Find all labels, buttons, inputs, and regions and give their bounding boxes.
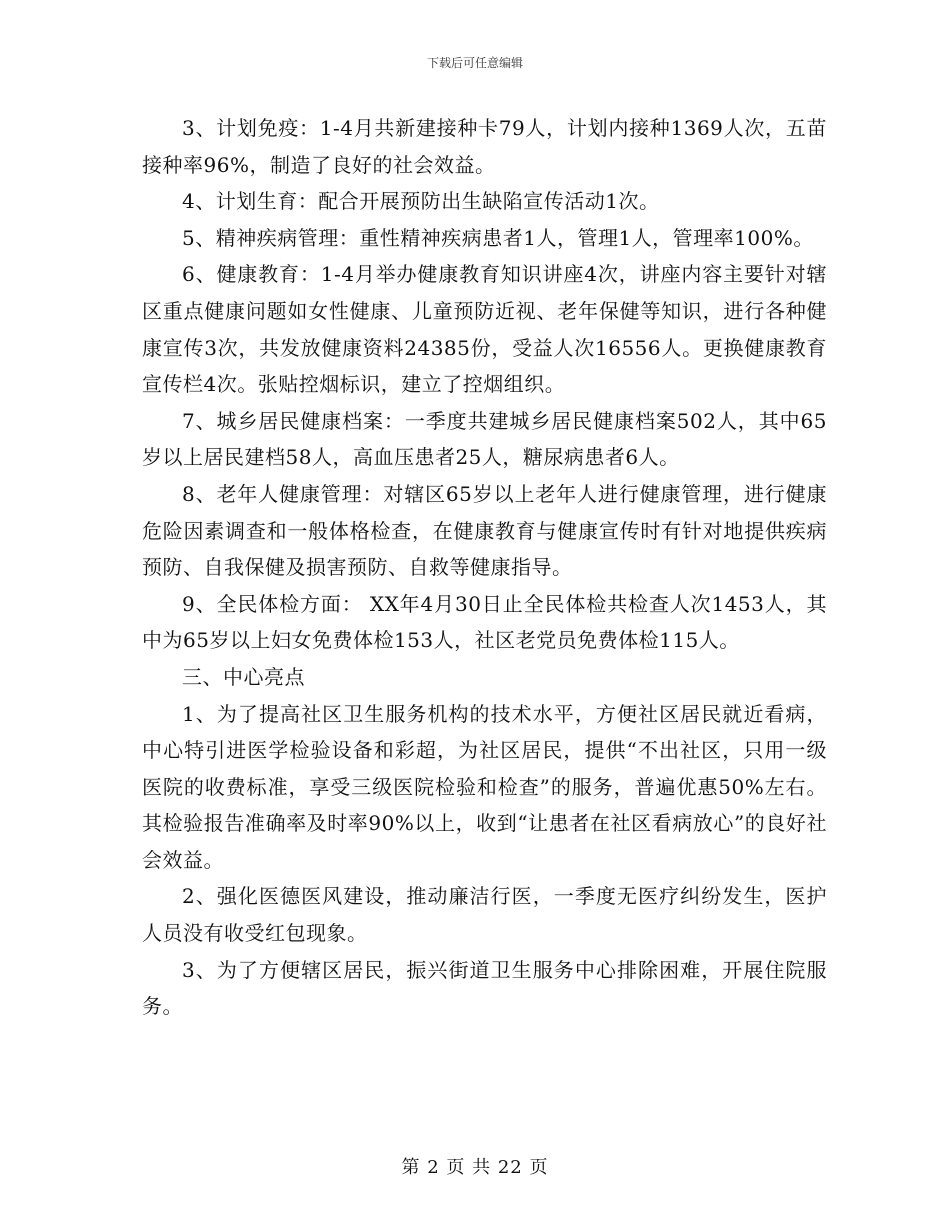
paragraph-highlight-2: 2、强化医德医风建设，推动廉洁行医，一季度无医疗纠纷发生，医护人员没有收受红包现象。 [142, 884, 827, 946]
paragraph-family-planning: 4、计划生育：配合开展预防出生缺陷宣传活动1次。 [182, 189, 660, 214]
paragraph-health-records: 7、城乡居民健康档案：一季度共建城乡居民健康档案502人，其中65岁以上居民建档58人，高血压患者25人，糖尿病患者6人。 [142, 408, 827, 470]
paragraph-health-education: 6、健康教育：1-4月举办健康教育知识讲座4次，讲座内容主要针对辖区重点健康问题如女性健康、儿童预防近视、老年保健等知识，进行各种健康宣传3次，共发放健康资料24385份，受益人次16556人。更换健康教育宣传栏4次。张贴控烟标识，建立了控烟组织。 [142, 262, 827, 397]
paragraph-highlight-1: 1、为了提高社区卫生服务机构的技术水平，方便社区居民就近看病，中心特引进医学检验设备和彩超，为社区居民，提供“不出社区，只用一级医院的收费标准，享受三级医院检验和检查”的服务，普遍优惠50%左右。其检验报告准确率及时率90%以上，收到“让患者在社区看病放心”的良好社会效益。 [142, 701, 827, 872]
paragraph-mental-health: 5、精神疾病管理：重性精神疾病患者1人，管理1人，管理率100%。 [182, 225, 814, 250]
paragraph-elderly-care: 8、老年人健康管理：对辖区65岁以上老年人进行健康管理，进行健康危险因素调查和一般体格检查，在健康教育与健康宣传时有针对地提供疾病预防、自我保健及损害预防、自救等健康指导。 [142, 481, 827, 580]
paragraph-highlight-3: 3、为了方便辖区居民，振兴街道卫生服务中心排除困难，开展住院服务。 [142, 957, 827, 1019]
page-footer: 第 2 页 共 22 页 [401, 1157, 549, 1178]
page-header: 下载后可任意编辑 [426, 56, 523, 70]
paragraph-immunization: 3、计划免疫：1-4月共新建接种卡79人，计划内接种1369人次，五苗接种率96%，制造了良好的社会效益。 [142, 116, 827, 177]
document-body [142, 110, 827, 1025]
section-heading-highlights: 三、中心亮点 [182, 664, 305, 689]
paragraph-physical-exam: 9、全民体检方面： XX年4月30日止全民体检共检查人次1453人，其中为65岁以上妇女免费体检153人，社区老党员免费体检115人。 [142, 591, 827, 653]
